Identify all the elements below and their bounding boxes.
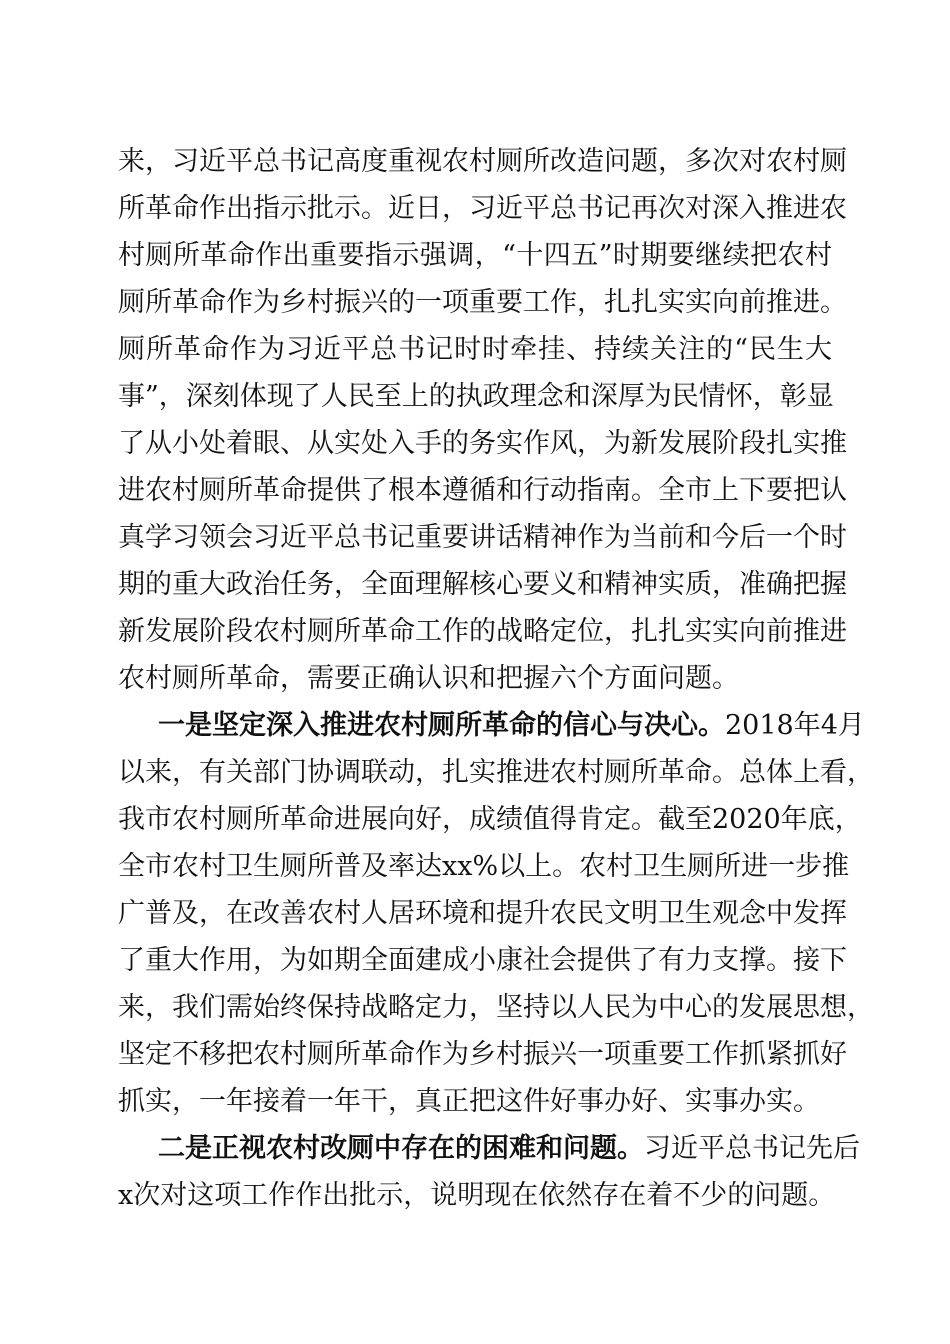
text-line: 来，习近平总书记高度重视农村厕所改造问题，多次对农村厕 xyxy=(118,146,847,177)
paragraph-intro xyxy=(118,138,847,702)
paragraph-point-one xyxy=(118,702,874,1125)
text-line: 事”，深刻体现了人民至上的执政理念和深厚为民情怀，彰显 xyxy=(118,381,834,412)
text-line: 期的重大政治任务，全面理解核心要义和精神实质，准确把握 xyxy=(118,569,847,600)
text-line-first xyxy=(118,702,865,749)
point-one-first-rest: 2018年4月 xyxy=(725,710,865,741)
text-line-first xyxy=(118,1125,860,1172)
point-one-heading: 一是坚定深入推进农村厕所革命的信心与决心。 xyxy=(158,710,725,741)
text-line: 以来，有关部门协调联动，扎实推进农村厕所革命。总体上看， xyxy=(118,757,874,788)
text-line: 了重大作用，为如期全面建成小康社会提供了有力支撑。接下 xyxy=(118,945,847,976)
text-line: 厕所革命作为乡村振兴的一项重要工作，扎扎实实向前推进。 xyxy=(118,287,847,318)
point-two-heading: 二是正视农村改厕中存在的困难和问题。 xyxy=(158,1133,644,1164)
text-line: 新发展阶段农村厕所革命工作的战略定位，扎扎实实向前推进 xyxy=(118,616,847,647)
text-line: 坚定不移把农村厕所革命作为乡村振兴一项重要工作抓紧抓好 xyxy=(118,1039,847,1070)
text-line: 广普及，在改善农村人居环境和提升农民文明卫生观念中发挥 xyxy=(118,898,847,929)
document-page xyxy=(118,138,874,1219)
text-line: 真学习领会习近平总书记重要讲话精神作为当前和今后一个时 xyxy=(118,522,847,553)
text-line: 进农村厕所革命提供了根本遵循和行动指南。全市上下要把认 xyxy=(118,475,847,506)
text-line: 来，我们需始终保持战略定力，坚持以人民为中心的发展思想， xyxy=(118,992,874,1023)
text-line: 我市农村厕所革命进展向好，成绩值得肯定。截至2020年底， xyxy=(118,804,862,835)
text-line: 所革命作出指示批示。近日，习近平总书记再次对深入推进农 xyxy=(118,193,847,224)
text-line: 厕所革命作为习近平总书记时时牵挂、持续关注的“民生大 xyxy=(118,334,832,365)
text-line: 抓实，一年接着一年干，真正把这件好事办好、实事办实。 xyxy=(118,1086,820,1117)
text-line: x次对这项工作作出批示，说明现在依然存在着不少的问题。 xyxy=(118,1180,836,1211)
text-line: 农村厕所革命，需要正确认识和把握六个方面问题。 xyxy=(118,663,739,694)
text-line: 村厕所革命作出重要指示强调，“十四五”时期要继续把农村 xyxy=(118,240,832,271)
point-two-first-rest: 习近平总书记先后 xyxy=(644,1133,860,1164)
text-line: 了从小处着眼、从实处入手的务实作风，为新发展阶段扎实推 xyxy=(118,428,847,459)
text-line: 全市农村卫生厕所普及率达xx%以上。农村卫生厕所进一步推 xyxy=(118,851,850,882)
paragraph-point-two xyxy=(118,1125,860,1219)
